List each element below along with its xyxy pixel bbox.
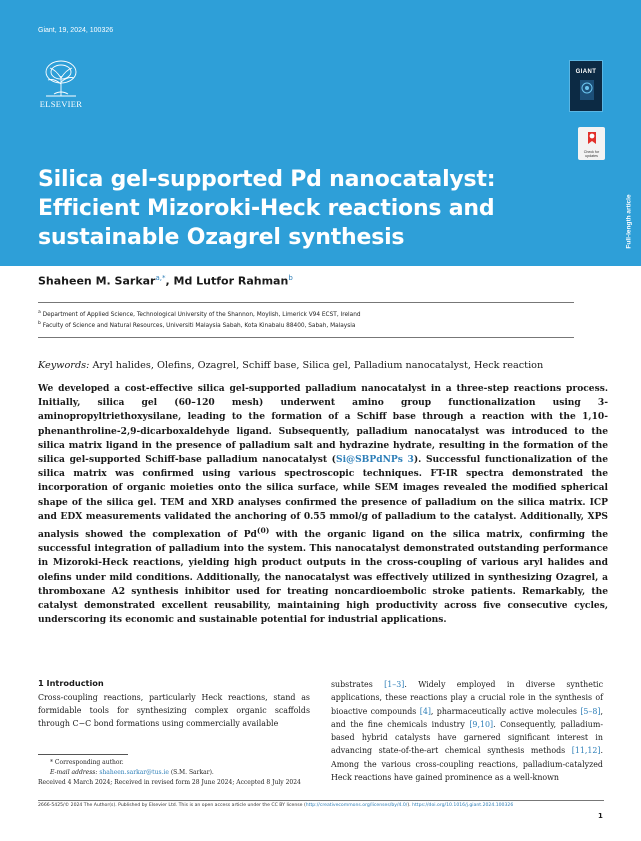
intro-paragraph-right xyxy=(331,678,603,784)
citation-link[interactable]: [11,12] xyxy=(571,746,601,756)
abstract-text: with the organic ligand on the silica matrix, confirming the successful integration of palladium into the system. This nanocatalyst demonstrated outstanding performance in Mizoroki-Heck reactions, yielding high product outputs in the cross-coupling of various aryl halides and olefins under mild conditions. Additionally, the nanocatalyst was effectively utilized in synthesizing Ozagrel, a thromboxane A2 synthesis inhibitor used for treating noncardioembolic stroke patients. Remarkably, the catalyst demonstrated excellent reusability, maintaining high productivity across five consecutive cycles, underscoring its economic and sustainable potential for industrial applications. xyxy=(38,529,608,626)
license-link[interactable]: http://creativecommons.org/licenses/by/4.0/ xyxy=(305,803,408,808)
elsevier-tree-icon xyxy=(40,58,82,98)
citation-link[interactable]: [9,10] xyxy=(469,719,494,729)
body-text: . Widely employed in diverse synthetic applications, these reactions play a crucial role in the synthesis of bioactive compounds xyxy=(331,680,604,716)
bookmark-icon xyxy=(586,131,598,145)
divider xyxy=(38,302,574,303)
check-for-updates-label: Check for updates xyxy=(583,150,600,158)
corresponding-author-note xyxy=(50,759,124,766)
license-close: ). xyxy=(407,803,411,808)
publisher-name: ELSEVIER xyxy=(39,99,83,109)
author-affiliation-mark[interactable]: a,* xyxy=(155,274,166,282)
affiliation-mark: b xyxy=(38,321,41,326)
abstract-text: We developed a cost-effective silica gel-supported palladium nanocatalyst in a three-step reactions process. Initially, silica gel (60–120 mesh) underwent amino group functionalization using 3-aminopropyltriethoxysilane, leading to the formation of a Schiff base through a reaction with the 1,10-phenanthroline-2,9-dicarboxaldehyde ligand. Subsequently, palladium nanocatalyst was introduced to the silica matrix ligand in the presence of palladium salt and hydrazine hydrate, resulting in the formation of the silica gel-supported Schiff-base palladium nanocatalyst ( xyxy=(38,383,608,466)
email-note xyxy=(50,769,214,776)
author-affiliation-mark[interactable]: b xyxy=(288,274,293,282)
corresponding-author-text: Corresponding author. xyxy=(54,759,124,766)
abstract xyxy=(38,382,608,627)
author-name[interactable]: Shaheen M. Sarkar xyxy=(38,274,156,288)
citation-link[interactable]: [1–3] xyxy=(384,680,405,689)
divider xyxy=(38,337,574,338)
affiliation-text: Faculty of Science and Natural Resources, Universiti Malaysia Sabah, Kota Kinabalu 88400, Sabah, Malaysia xyxy=(42,322,356,329)
email-owner: (S.M. Sarkar). xyxy=(170,769,214,776)
affiliation-text: Department of Applied Science, Technological University of the Shannon, Moylish, Limerick V94 ECST, Ireland xyxy=(42,311,361,318)
catalyst-link[interactable]: Si@SBPdNPs 3 xyxy=(336,454,414,466)
author-separator: , xyxy=(165,274,174,288)
cover-art-icon xyxy=(579,79,595,101)
license-line xyxy=(38,803,608,808)
intro-paragraph-left: Cross-coupling reactions, particularly Heck reactions, stand as formidable tools for synthesizing complex organic scaffolds through C−C bond formations using commercially available xyxy=(38,693,310,729)
header-banner xyxy=(0,0,641,266)
keywords-label: Keywords: xyxy=(38,360,90,371)
affiliation-mark: a xyxy=(38,310,41,315)
citation-link[interactable]: [5–8] xyxy=(580,706,601,716)
page-number: 1 xyxy=(598,812,603,820)
journal-reference[interactable]: Giant, 19, 2024, 100326 xyxy=(38,27,114,34)
footnote-divider xyxy=(38,754,128,755)
affiliation xyxy=(38,321,355,329)
check-for-updates-button[interactable] xyxy=(578,127,605,160)
email-label: E-mail address: xyxy=(50,769,98,776)
article-history: Received 4 March 2024; Received in revised form 28 June 2024; Accepted 8 July 2024 xyxy=(38,779,301,786)
license-text: 2666-5425/© 2024 The Author(s). Published by Elsevier Ltd. This is an open access article under the CC BY license ( xyxy=(38,803,306,808)
body-text: substrates xyxy=(331,680,385,689)
author-list xyxy=(38,274,293,288)
citation-link[interactable]: [4] xyxy=(419,706,431,716)
oxidation-state: (0) xyxy=(256,526,270,536)
author-name[interactable]: Md Lutfor Rahman xyxy=(173,274,289,288)
body-text: , and the fine chemicals industry xyxy=(331,706,603,729)
body-text: . Consequently, palladium-based hybrid catalysts have garnered significant interest in advancing state-of-the-art chemical synthesis methods xyxy=(331,719,603,756)
article-type-text: Full-length article xyxy=(625,194,633,249)
elsevier-logo[interactable] xyxy=(36,58,86,109)
article-title: Silica gel-supported Pd nanocatalyst: Efficient Mizoroki-Heck reactions and sustainable Ozagrel synthesis xyxy=(38,167,496,250)
journal-cover[interactable] xyxy=(569,60,603,112)
asterisk-mark: * xyxy=(50,759,53,766)
email-link[interactable]: shaheen.sarkar@tus.ie xyxy=(99,769,169,776)
affiliation xyxy=(38,310,361,318)
cover-title: GIANT xyxy=(575,69,597,75)
body-text: , pharmaceutically active molecules xyxy=(430,706,581,716)
keywords-list: Aryl halides, Olefins, Ozagrel, Schiff base, Silica gel, Palladium nanocatalyst, Heck reaction xyxy=(92,360,544,371)
divider xyxy=(38,800,604,801)
section-heading: 1 Introduction xyxy=(38,678,104,688)
article-type-label xyxy=(624,188,634,258)
abstract-text: ). Successful functionalization of the silica matrix was confirmed using various spectroscopic techniques. FT-IR spectra demonstrated the incorporation of organic moieties onto the silica surface, while SEM images revealed the modified spherical shape of the silica gel. TEM and XRD analyses confirmed the presence of palladium on the silica matrix. ICP and EDX measurements validated the anchoring of 0.55 mmol/g of palladium to the catalyst. Additionally, XPS analysis showed the complexation of Pd xyxy=(38,454,608,541)
doi-link[interactable]: https://doi.org/10.1016/j.giant.2024.100326 xyxy=(412,803,514,808)
keywords xyxy=(38,360,608,371)
body-text: . Among the various cross-coupling reactions, palladium-catalyzed Heck reactions have gained prominence as a well-known xyxy=(331,746,603,783)
